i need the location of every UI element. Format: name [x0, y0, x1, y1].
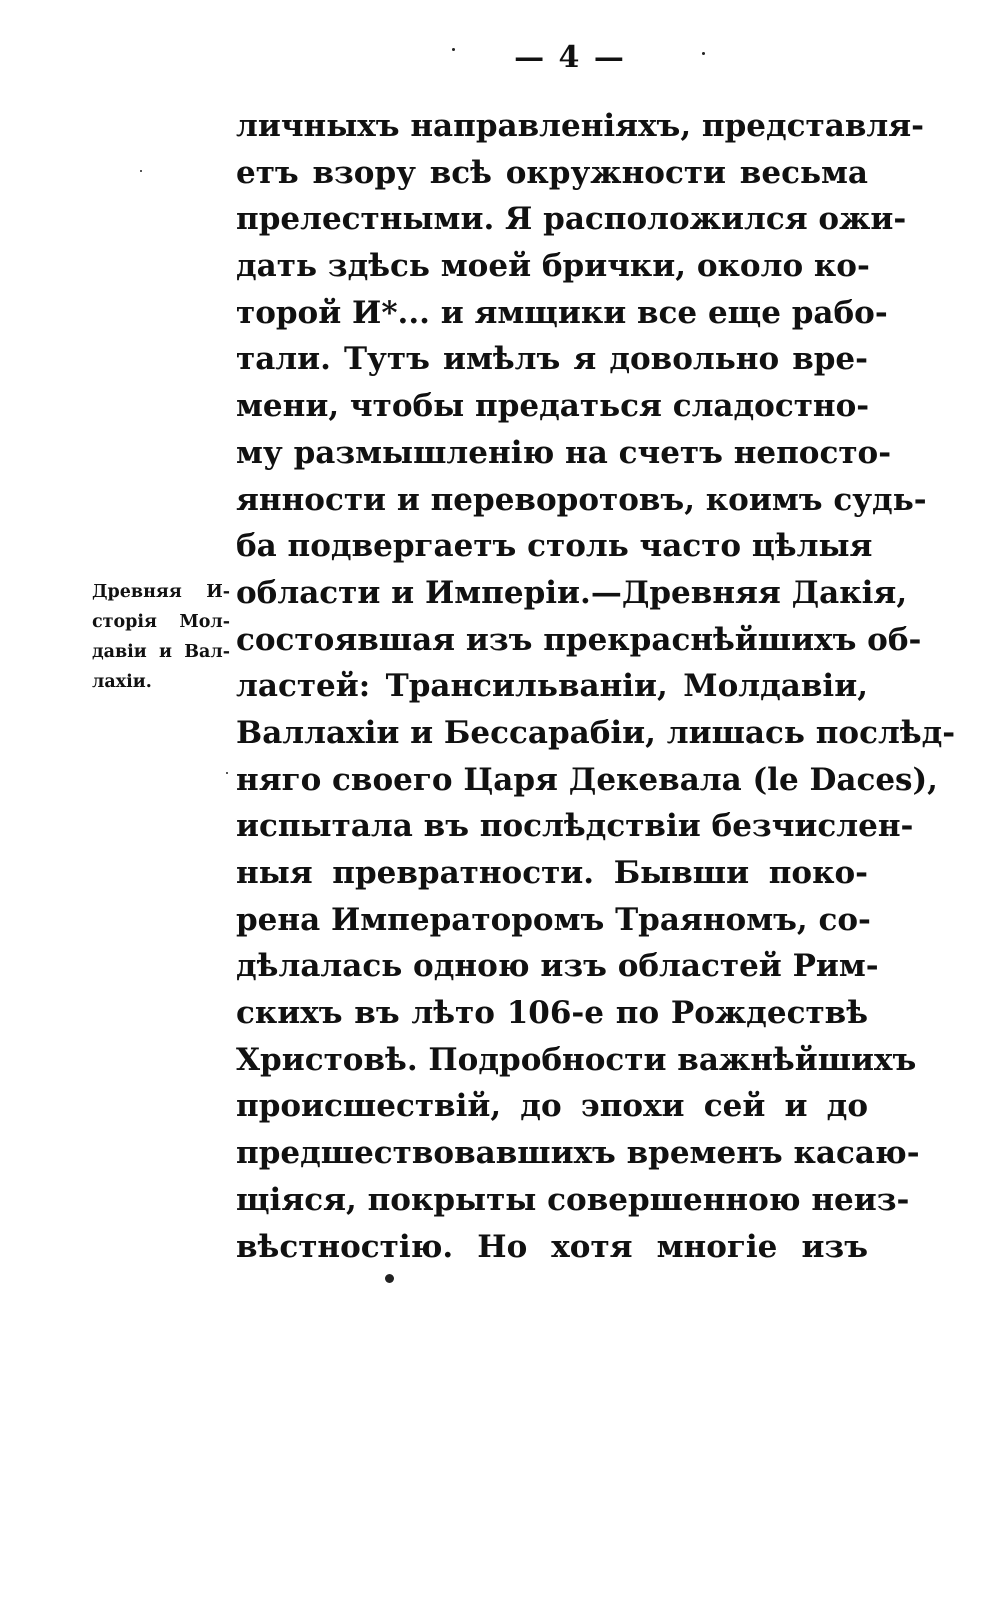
text-line: происшествій, до эпохи сей и до	[236, 1088, 868, 1125]
body-text	[236, 103, 956, 1270]
text-line: щіяся, покрыты совершенною неиз-	[236, 1181, 910, 1218]
margin-note	[92, 577, 230, 697]
ink-speck	[140, 170, 142, 172]
text-line: области и Имперіи.—Древняя Дакія,	[236, 574, 908, 611]
text-line: личныхъ направленіяхъ, представля-	[236, 108, 925, 144]
margin-note-line: давіи и Вал-	[92, 642, 230, 662]
text-line: му размышленію на счетъ непосто-	[236, 434, 892, 471]
ink-speck	[702, 52, 705, 55]
text-line: етъ взору всѣ окружности весьма	[236, 154, 868, 191]
text-line: ластей: Трансильваніи, Молдавіи,	[236, 668, 868, 705]
text-line: состоявшая изъ прекраснѣйшихъ об-	[236, 621, 922, 658]
margin-note-line: Древняя И-	[92, 582, 230, 602]
page-number: — 4 —	[514, 40, 626, 75]
margin-note-line: сторія Мол-	[92, 612, 230, 632]
text-line: предшествовавшихъ временъ касаю-	[236, 1135, 920, 1172]
text-line: испытала въ послѣдствіи безчислен-	[236, 808, 914, 845]
text-line: няго своего Царя Декевала (le Daces),	[236, 761, 938, 798]
text-line: скихъ въ лѣто 106-е по Рождествѣ	[236, 995, 868, 1032]
text-line: вѣстностію. Но хотя многіе изъ	[236, 1228, 868, 1265]
text-line: ба подвергаетъ столь часто цѣлыя	[236, 528, 873, 565]
text-line: рена Императоромъ Траяномъ, со-	[236, 901, 871, 938]
text-line: прелестными. Я расположился ожи-	[236, 201, 907, 238]
margin-note-line: лахіи.	[92, 672, 152, 692]
text-line: торой И*... и ямщики все еще рабо-	[236, 294, 888, 331]
ink-speck	[226, 772, 228, 774]
ink-speck	[385, 1274, 394, 1283]
text-line: ныя превратности. Бывши поко-	[236, 855, 868, 891]
text-line: Валлахіи и Бессарабіи, лишась послѣд-	[236, 714, 956, 751]
text-line: дать здѣсь моей брички, около ко-	[236, 248, 870, 285]
text-line: янности и переворотовъ, коимъ судь-	[236, 481, 927, 518]
ink-speck	[452, 48, 455, 51]
text-line: дѣлалась одною изъ областей Рим-	[236, 948, 879, 985]
text-line: мени, чтобы предаться сладостно-	[236, 388, 870, 425]
text-line: Христовѣ. Подробности важнѣйшихъ	[236, 1041, 917, 1078]
text-line: тали. Тутъ имѣлъ я довольно вре-	[236, 341, 868, 378]
